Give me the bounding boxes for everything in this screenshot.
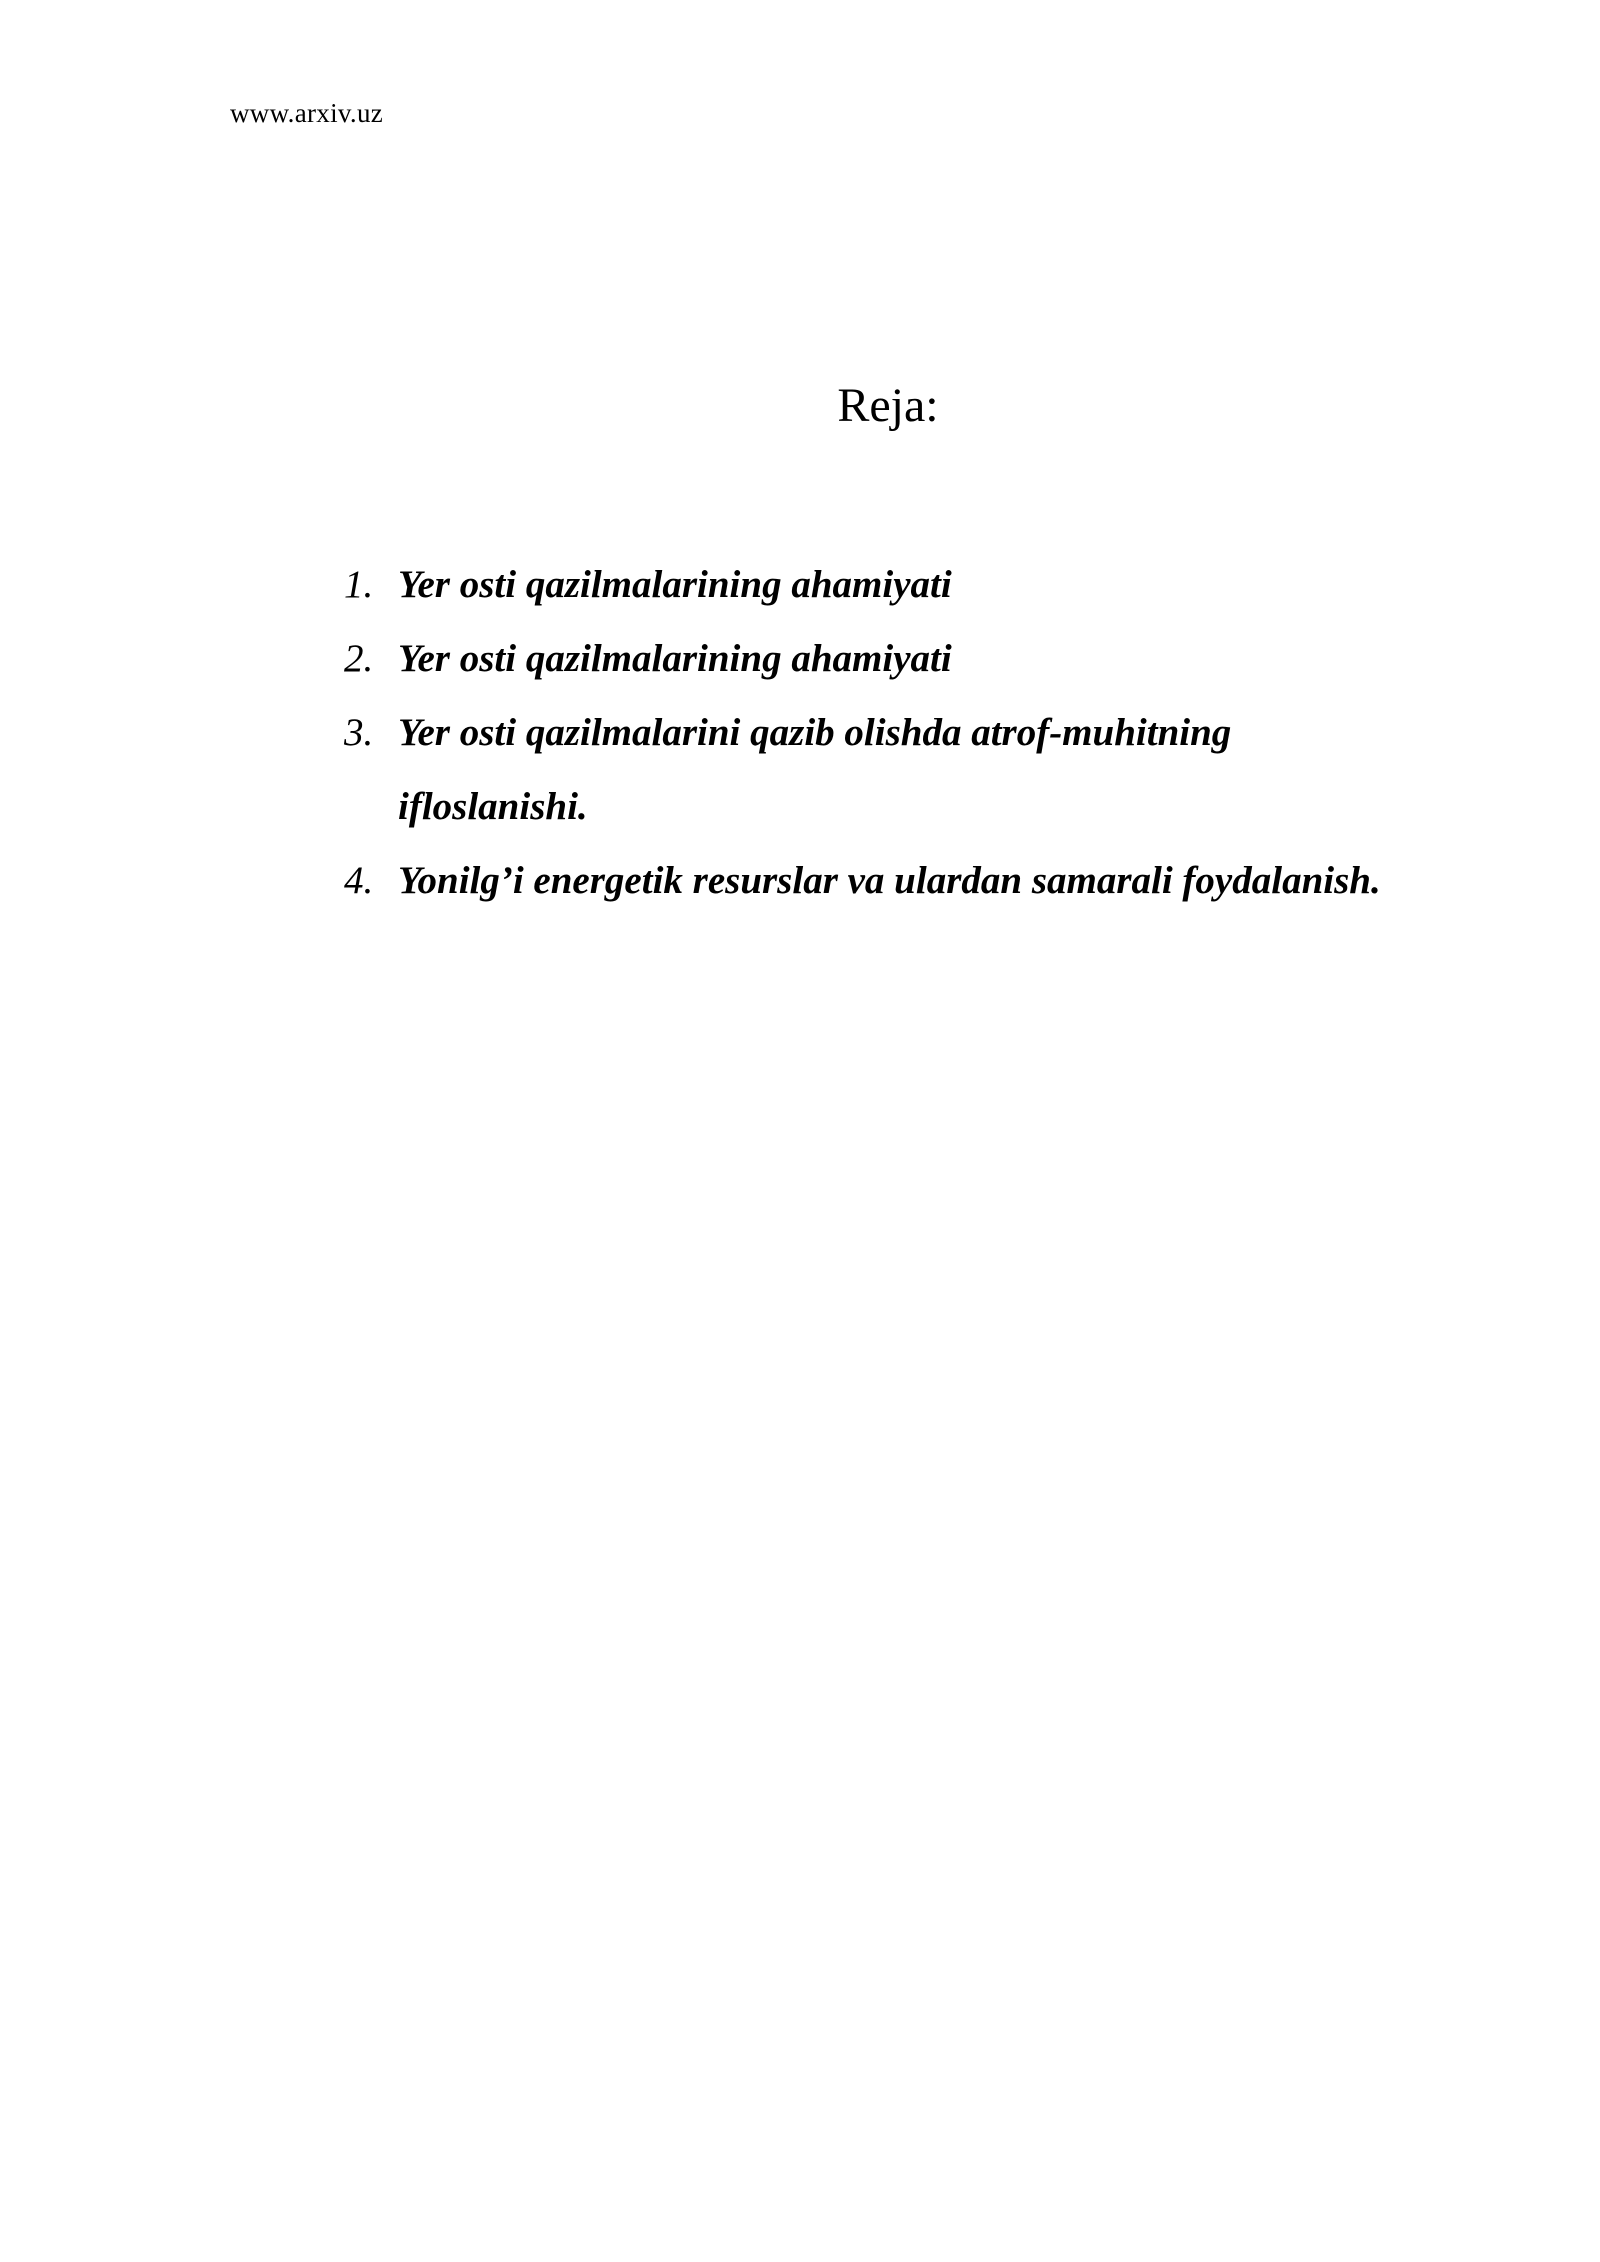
header-url: www.arxiv.uz [230,98,384,128]
plan-item-4 [344,844,1524,918]
plan-item-number: 3. [344,711,374,754]
plan-item-text: Yer osti qazilmalarining ahamiyati [398,563,952,606]
plan-item-text: Yer osti qazilmalarining ahamiyati [398,637,952,680]
plan-item-number: 4. [344,859,374,902]
plan-item-text: Yer osti qazilmalarini qazib olishda atrof-muhitning ifloslanishi. [398,711,1232,828]
plan-item-text: Yonilg’i energetik resurslar va ulardan samarali foydalanish. [398,859,1381,902]
plan-list [344,548,1524,918]
plan-item-2 [344,622,1524,696]
plan-item-1 [344,548,1524,622]
plan-item-3 [344,696,1524,844]
plan-item-number: 1. [344,563,374,606]
page-title: Reja: [837,379,939,432]
plan-item-number: 2. [344,637,374,680]
